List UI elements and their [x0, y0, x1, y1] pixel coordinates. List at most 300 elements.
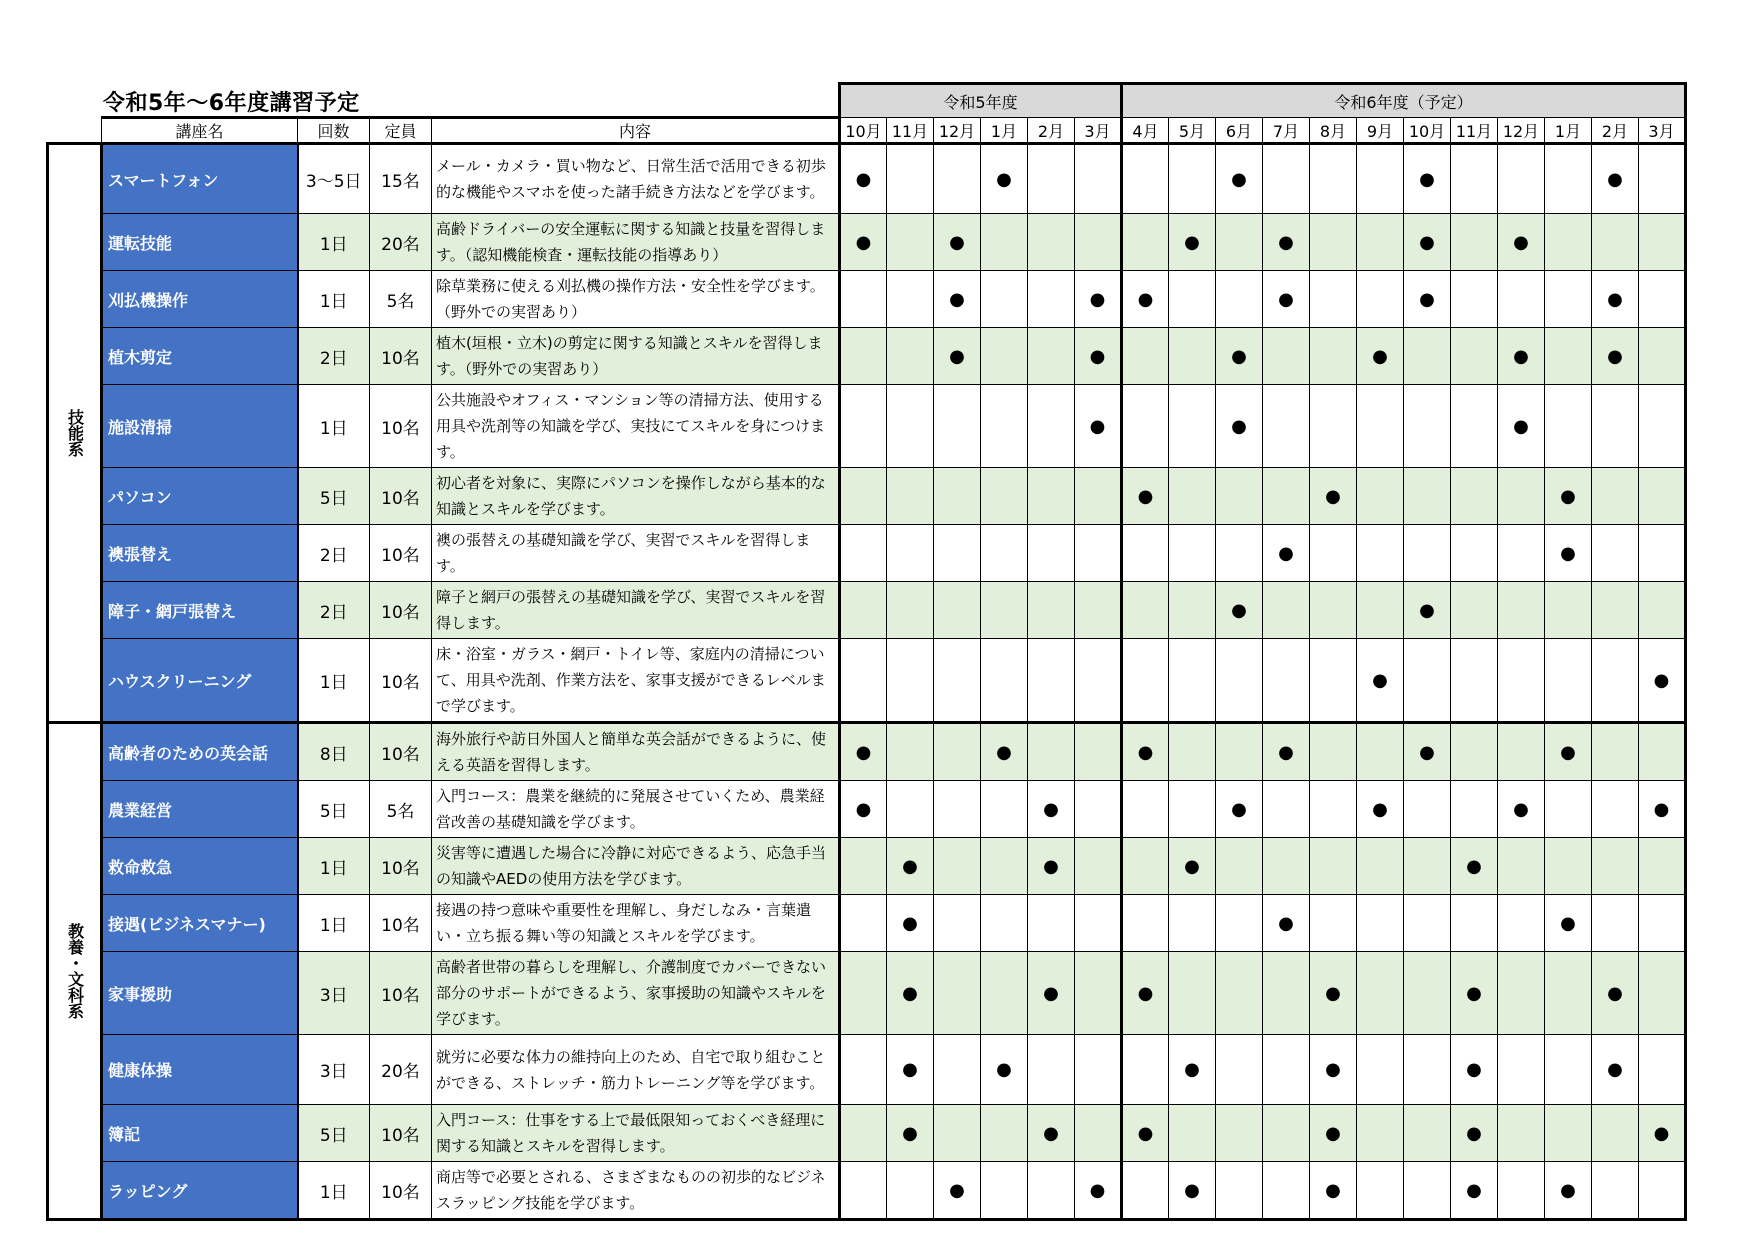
schedule-cell	[840, 385, 887, 468]
course-capacity: 10名	[370, 723, 432, 781]
schedule-cell	[1122, 144, 1169, 214]
schedule-cell	[1545, 214, 1592, 271]
schedule-cell	[1498, 1105, 1545, 1162]
schedule-cell	[1310, 723, 1357, 781]
course-name: 高齢者のための英会話	[102, 723, 298, 781]
scheduled-mark: ●	[1607, 982, 1623, 1004]
schedule-cell	[981, 723, 1028, 781]
schedule-cell	[1310, 639, 1357, 723]
schedule-cell	[1498, 271, 1545, 328]
schedule-cell	[1169, 895, 1216, 952]
schedule-cell	[1028, 781, 1075, 838]
schedule-cell	[1028, 328, 1075, 385]
schedule-cell	[1451, 271, 1498, 328]
schedule-cell	[1122, 723, 1169, 781]
schedule-cell	[981, 895, 1028, 952]
schedule-cell	[840, 582, 887, 639]
schedule-cell	[1122, 1035, 1169, 1105]
course-content: 除草業務に使える刈払機の操作方法・安全性を学びます。（野外での実習あり）	[432, 271, 840, 328]
scheduled-mark: ●	[949, 231, 965, 253]
schedule-cell	[1639, 838, 1686, 895]
schedule-cell	[981, 1105, 1028, 1162]
schedule-cell	[1216, 1162, 1263, 1220]
schedule-cell	[1404, 639, 1451, 723]
schedule-cell	[1451, 952, 1498, 1035]
scheduled-mark: ●	[1137, 982, 1154, 1004]
table-row	[48, 1035, 1686, 1105]
schedule-cell	[1451, 1105, 1498, 1162]
course-name: 健康体操	[102, 1035, 298, 1105]
schedule-cell	[1357, 144, 1404, 214]
schedule-cell	[1310, 895, 1357, 952]
course-count: 1日	[298, 895, 370, 952]
scheduled-mark: ●	[1560, 1179, 1576, 1201]
scheduled-mark: ●	[949, 288, 965, 310]
course-count: 8日	[298, 723, 370, 781]
schedule-cell	[1028, 1162, 1075, 1220]
schedule-cell	[1028, 468, 1075, 525]
schedule-cell	[1310, 952, 1357, 1035]
schedule-cell	[981, 271, 1028, 328]
schedule-cell	[1075, 895, 1122, 952]
schedule-cell	[1263, 1162, 1310, 1220]
scheduled-mark: ●	[1513, 231, 1529, 253]
schedule-cell	[1592, 144, 1639, 214]
course-content: 公共施設やオフィス・マンション等の清掃方法、使用する用具や洗剤等の知識を学び、実技にてスキルを身につけます。	[432, 385, 840, 468]
scheduled-mark: ●	[1137, 741, 1154, 763]
schedule-cell	[1075, 385, 1122, 468]
schedule-cell	[1169, 328, 1216, 385]
schedule-cell	[1545, 328, 1592, 385]
course-name: 施設清掃	[102, 385, 298, 468]
scheduled-mark: ●	[996, 168, 1012, 190]
schedule-cell	[840, 328, 887, 385]
schedule-cell	[1639, 1162, 1686, 1220]
scheduled-mark: ●	[1089, 345, 1106, 367]
schedule-cell	[1263, 952, 1310, 1035]
schedule-cell	[934, 723, 981, 781]
schedule-cell	[1216, 328, 1263, 385]
schedule-cell	[1545, 1105, 1592, 1162]
scheduled-mark: ●	[1043, 1122, 1059, 1144]
schedule-cell	[887, 1105, 934, 1162]
schedule-cell	[1310, 781, 1357, 838]
schedule-cell	[1545, 525, 1592, 582]
scheduled-mark: ●	[1184, 855, 1200, 877]
schedule-cell	[934, 328, 981, 385]
course-content: 就労に必要な体力の維持向上のため、自宅で取り組むことができる、ストレッチ・筋力トレーニング等を学びます。	[432, 1035, 840, 1105]
schedule-cell	[1639, 1105, 1686, 1162]
course-count: 2日	[298, 328, 370, 385]
schedule-cell	[1639, 723, 1686, 781]
scheduled-mark: ●	[1325, 1059, 1341, 1080]
scheduled-mark: ●	[1560, 542, 1576, 564]
table-row	[48, 639, 1686, 723]
scheduled-mark: ●	[855, 231, 872, 253]
schedule-cell	[1028, 838, 1075, 895]
schedule-cell	[1451, 525, 1498, 582]
course-count: 1日	[298, 385, 370, 468]
scheduled-mark: ●	[1089, 1179, 1106, 1201]
schedule-cell	[1169, 1105, 1216, 1162]
schedule-cell	[1310, 525, 1357, 582]
scheduled-mark: ●	[1607, 1059, 1623, 1080]
schedule-cell	[934, 525, 981, 582]
schedule-cell	[934, 639, 981, 723]
schedule-cell	[887, 723, 934, 781]
scheduled-mark: ●	[1184, 231, 1200, 253]
schedule-cell	[1498, 1035, 1545, 1105]
scheduled-mark: ●	[1607, 288, 1623, 310]
scheduled-mark: ●	[1043, 798, 1059, 820]
schedule-cell	[840, 895, 887, 952]
schedule-cell	[1357, 328, 1404, 385]
schedule-cell	[1263, 144, 1310, 214]
schedule-cell	[1498, 952, 1545, 1035]
schedule-cell	[1451, 1162, 1498, 1220]
table-row	[48, 468, 1686, 525]
course-capacity: 10名	[370, 952, 432, 1035]
schedule-cell	[1639, 1035, 1686, 1105]
schedule-cell	[1357, 781, 1404, 838]
schedule-cell	[1216, 723, 1263, 781]
schedule-cell	[1592, 781, 1639, 838]
schedule-cell	[1122, 895, 1169, 952]
schedule-cell	[1639, 468, 1686, 525]
schedule-cell	[1169, 952, 1216, 1035]
scheduled-mark: ●	[1231, 599, 1247, 621]
course-content: 入門コース：農業を継続的に発展させていくため、農業経営改善の基礎知識を学びます。	[432, 781, 840, 838]
month-header: 7月	[1263, 118, 1310, 144]
schedule-cell	[1451, 582, 1498, 639]
schedule-cell	[981, 214, 1028, 271]
schedule-cell	[1404, 838, 1451, 895]
schedule-cell	[1639, 582, 1686, 639]
year2-header: 令和6年度（予定）	[1122, 84, 1686, 118]
course-count: 5日	[298, 1105, 370, 1162]
course-name: 襖張替え	[102, 525, 298, 582]
schedule-cell	[887, 639, 934, 723]
schedule-cell	[887, 838, 934, 895]
schedule-cell	[1169, 214, 1216, 271]
schedule-cell	[1310, 1035, 1357, 1105]
schedule-cell	[1216, 838, 1263, 895]
schedule-cell	[1545, 838, 1592, 895]
schedule-cell	[1592, 525, 1639, 582]
scheduled-mark: ●	[1231, 168, 1247, 190]
schedule-cell	[1122, 468, 1169, 525]
column-header-row	[48, 118, 1686, 144]
schedule-cell	[1263, 385, 1310, 468]
schedule-cell	[934, 952, 981, 1035]
course-content: 床・浴室・ガラス・網戸・トイレ等、家庭内の清掃について、用具や洗剤、作業方法を、家事支援ができるレベルまで学びます。	[432, 639, 840, 723]
schedule-cell	[840, 838, 887, 895]
scheduled-mark: ●	[902, 982, 918, 1004]
schedule-cell	[1122, 525, 1169, 582]
scheduled-mark: ●	[1653, 669, 1670, 691]
schedule-cell	[1028, 525, 1075, 582]
course-capacity: 10名	[370, 1105, 432, 1162]
scheduled-mark: ●	[949, 345, 965, 367]
scheduled-mark: ●	[1325, 1179, 1341, 1201]
course-name: 障子・網戸張替え	[102, 582, 298, 639]
month-header: 2月	[1028, 118, 1075, 144]
table-row	[48, 525, 1686, 582]
schedule-cell	[1592, 271, 1639, 328]
course-capacity: 10名	[370, 525, 432, 582]
table-row	[48, 838, 1686, 895]
schedule-cell	[1404, 328, 1451, 385]
course-name: 農業経営	[102, 781, 298, 838]
schedule-cell	[1639, 525, 1686, 582]
schedule-cell	[1592, 328, 1639, 385]
scheduled-mark: ●	[1278, 542, 1294, 564]
schedule-cell	[887, 895, 934, 952]
course-count: 3～5日	[298, 144, 370, 214]
schedule-cell	[1075, 328, 1122, 385]
schedule-cell	[1263, 328, 1310, 385]
scheduled-mark: ●	[855, 741, 872, 763]
schedule-cell	[1216, 271, 1263, 328]
schedule-cell	[1357, 723, 1404, 781]
scheduled-mark: ●	[902, 912, 918, 934]
course-name: ラッピング	[102, 1162, 298, 1220]
course-capacity: 10名	[370, 895, 432, 952]
schedule-cell	[1169, 582, 1216, 639]
schedule-cell	[1357, 271, 1404, 328]
schedule-cell	[1028, 1105, 1075, 1162]
schedule-cell	[934, 582, 981, 639]
scheduled-mark: ●	[1419, 168, 1435, 190]
course-capacity: 10名	[370, 582, 432, 639]
schedule-cell	[1169, 1035, 1216, 1105]
table-row	[48, 328, 1686, 385]
schedule-cell	[1216, 1035, 1263, 1105]
month-header: 2月	[1592, 118, 1639, 144]
schedule-cell	[887, 525, 934, 582]
schedule-cell	[1451, 781, 1498, 838]
schedule-cell	[1404, 895, 1451, 952]
schedule-cell	[1122, 271, 1169, 328]
schedule-cell	[934, 895, 981, 952]
schedule-cell	[934, 1105, 981, 1162]
course-name: 運転技能	[102, 214, 298, 271]
schedule-cell	[1498, 895, 1545, 952]
schedule-cell	[1498, 328, 1545, 385]
schedule-cell	[840, 214, 887, 271]
table-row	[48, 723, 1686, 781]
schedule-cell	[1263, 639, 1310, 723]
schedule-cell	[1404, 1105, 1451, 1162]
month-header: 11月	[1451, 118, 1498, 144]
schedule-cell	[1357, 895, 1404, 952]
schedule-cell	[887, 144, 934, 214]
schedule-table	[46, 82, 1687, 1221]
course-count: 1日	[298, 639, 370, 723]
schedule-cell	[887, 1162, 934, 1220]
schedule-cell	[1310, 468, 1357, 525]
scheduled-mark: ●	[1231, 345, 1247, 367]
schedule-cell	[1075, 838, 1122, 895]
schedule-cell	[1592, 1162, 1639, 1220]
schedule-cell	[1592, 468, 1639, 525]
scheduled-mark: ●	[1278, 912, 1294, 934]
schedule-cell	[1404, 144, 1451, 214]
schedule-cell	[1122, 1105, 1169, 1162]
schedule-cell	[1639, 781, 1686, 838]
schedule-cell	[1404, 952, 1451, 1035]
schedule-cell	[1498, 144, 1545, 214]
schedule-cell	[1451, 723, 1498, 781]
scheduled-mark: ●	[1372, 669, 1388, 691]
schedule-cell	[981, 144, 1028, 214]
course-content: 商店等で必要とされる、さまざまなものの初歩的なビジネスラッピング技能を学びます。	[432, 1162, 840, 1220]
schedule-cell	[840, 952, 887, 1035]
scheduled-mark: ●	[1560, 912, 1576, 934]
scheduled-mark: ●	[1653, 798, 1670, 820]
schedule-cell	[1122, 1162, 1169, 1220]
schedule-cell	[1075, 582, 1122, 639]
course-name: 家事援助	[102, 952, 298, 1035]
schedule-cell	[1216, 385, 1263, 468]
schedule-cell	[1404, 1162, 1451, 1220]
month-header: 4月	[1122, 118, 1169, 144]
schedule-cell	[1545, 582, 1592, 639]
month-header: 11月	[887, 118, 934, 144]
course-capacity: 5名	[370, 271, 432, 328]
table-row	[48, 781, 1686, 838]
course-content: 初心者を対象に、実際にパソコンを操作しながら基本的な知識とスキルを学びます。	[432, 468, 840, 525]
schedule-cell	[1216, 214, 1263, 271]
schedule-cell	[1028, 385, 1075, 468]
course-name: スマートフォン	[102, 144, 298, 214]
schedule-cell	[1216, 525, 1263, 582]
schedule-cell	[840, 639, 887, 723]
course-count: 3日	[298, 1035, 370, 1105]
header-count: 回数	[298, 118, 370, 144]
schedule-cell	[981, 525, 1028, 582]
schedule-cell	[1639, 952, 1686, 1035]
month-header: 6月	[1216, 118, 1263, 144]
schedule-cell	[981, 781, 1028, 838]
scheduled-mark: ●	[1607, 345, 1623, 367]
scheduled-mark: ●	[855, 798, 872, 820]
schedule-cell	[887, 582, 934, 639]
schedule-cell	[1216, 952, 1263, 1035]
schedule-cell	[1639, 895, 1686, 952]
course-count: 1日	[298, 214, 370, 271]
course-count: 3日	[298, 952, 370, 1035]
schedule-cell	[1545, 895, 1592, 952]
schedule-cell	[1075, 952, 1122, 1035]
course-name: 簿記	[102, 1105, 298, 1162]
schedule-cell	[887, 1035, 934, 1105]
scheduled-mark: ●	[1184, 1179, 1200, 1201]
schedule-cell	[1028, 1035, 1075, 1105]
schedule-cell	[887, 271, 934, 328]
scheduled-mark: ●	[1466, 855, 1482, 877]
schedule-cell	[1639, 271, 1686, 328]
course-count: 5日	[298, 468, 370, 525]
schedule-cell	[1404, 271, 1451, 328]
table-row	[48, 895, 1686, 952]
scheduled-mark: ●	[1137, 288, 1154, 310]
month-header: 5月	[1169, 118, 1216, 144]
schedule-cell	[1545, 1035, 1592, 1105]
header-name: 講座名	[102, 118, 298, 144]
schedule-cell	[1357, 838, 1404, 895]
course-name: パソコン	[102, 468, 298, 525]
scheduled-mark: ●	[1278, 741, 1294, 763]
table-row	[48, 214, 1686, 271]
course-name: 接遇(ビジネスマナー)	[102, 895, 298, 952]
scheduled-mark: ●	[1231, 415, 1247, 437]
scheduled-mark: ●	[1419, 288, 1435, 310]
schedule-cell	[1263, 838, 1310, 895]
schedule-cell	[1639, 214, 1686, 271]
scheduled-mark: ●	[902, 855, 918, 877]
schedule-cell	[934, 214, 981, 271]
schedule-cell	[1310, 144, 1357, 214]
schedule-cell	[1310, 582, 1357, 639]
scheduled-mark: ●	[1560, 741, 1576, 763]
schedule-cell	[1592, 952, 1639, 1035]
schedule-cell	[1263, 525, 1310, 582]
schedule-cell	[1216, 781, 1263, 838]
schedule-cell	[1075, 525, 1122, 582]
scheduled-mark: ●	[902, 1059, 918, 1080]
schedule-cell	[1310, 385, 1357, 468]
schedule-cell	[1451, 144, 1498, 214]
month-header: 12月	[934, 118, 981, 144]
schedule-cell	[1404, 781, 1451, 838]
schedule-cell	[1592, 838, 1639, 895]
scheduled-mark: ●	[1325, 982, 1341, 1004]
schedule-cell	[1028, 723, 1075, 781]
scheduled-mark: ●	[1466, 1122, 1482, 1144]
course-capacity: 10名	[370, 468, 432, 525]
schedule-cell	[887, 952, 934, 1035]
schedule-cell	[1169, 781, 1216, 838]
scheduled-mark: ●	[1560, 485, 1576, 507]
table-row	[48, 144, 1686, 214]
course-capacity: 10名	[370, 328, 432, 385]
schedule-cell	[1075, 723, 1122, 781]
schedule-cell	[1498, 838, 1545, 895]
schedule-cell	[1357, 214, 1404, 271]
schedule-cell	[1263, 895, 1310, 952]
schedule-cell	[1263, 723, 1310, 781]
year1-header: 令和5年度	[840, 84, 1122, 118]
schedule-cell	[840, 144, 887, 214]
schedule-cell	[1028, 214, 1075, 271]
course-capacity: 10名	[370, 639, 432, 723]
schedule-cell	[1310, 214, 1357, 271]
scheduled-mark: ●	[1466, 1059, 1482, 1080]
schedule-cell	[981, 385, 1028, 468]
schedule-cell	[1451, 838, 1498, 895]
schedule-cell	[1169, 838, 1216, 895]
scheduled-mark: ●	[855, 168, 872, 190]
scheduled-mark: ●	[902, 1122, 918, 1144]
schedule-cell	[981, 1162, 1028, 1220]
table-row	[48, 1105, 1686, 1162]
schedule-cell	[1451, 328, 1498, 385]
schedule-cell	[1075, 468, 1122, 525]
schedule-cell	[1028, 952, 1075, 1035]
scheduled-mark: ●	[1089, 415, 1106, 437]
schedule-cell	[1545, 144, 1592, 214]
